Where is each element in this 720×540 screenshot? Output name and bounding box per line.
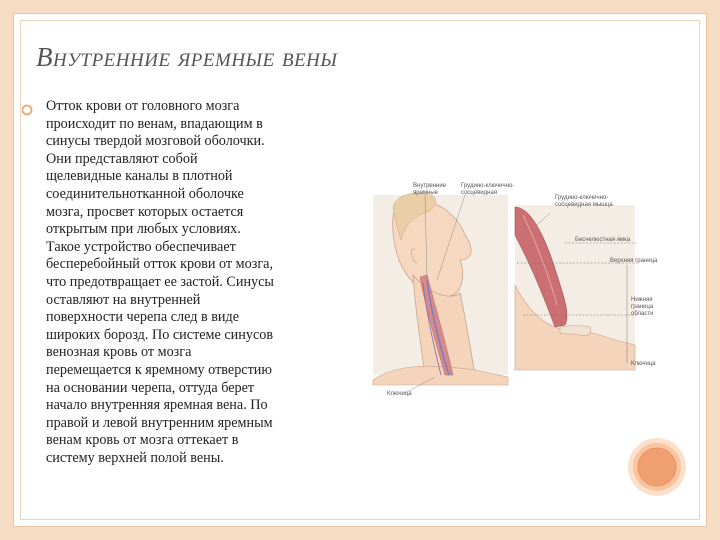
- slide-title: Внутренние яремные вены: [36, 42, 338, 72]
- body-line: систему верхней полой вены.: [46, 449, 224, 466]
- neck-anatomy-illustration: [365, 165, 670, 410]
- figure-label: Грудино-ключично- сосцевидная мышца: [555, 195, 613, 208]
- figure-label: Нижняя граница области: [631, 297, 654, 317]
- body-line: что предотвращает ее застой. Синусы: [46, 273, 274, 290]
- body-line: перемещается к яремному отверстию: [46, 361, 272, 378]
- body-line: происходит по венам, впадающим в: [46, 115, 263, 132]
- body-line: Они представляют собой: [46, 150, 198, 167]
- figure-label: Внутренние яремные: [413, 183, 447, 196]
- body-line: Отток крови от головного мозга: [46, 98, 240, 114]
- body-line: бесперебойный отток крови от мозга,: [46, 256, 273, 273]
- body-line: Такое устройство обеспечивает: [46, 238, 236, 255]
- body-line: начало внутренняя яремная вена. По: [46, 397, 268, 414]
- body-line: на основании черепа, оттуда берет: [46, 379, 255, 396]
- figure-label: Верхняя граница: [610, 258, 658, 264]
- body-line: венам кровь от мозга оттекает в: [46, 432, 239, 449]
- body-line: оставляют на внутренней: [46, 291, 201, 308]
- body-line: соединительнотканной оболочке: [46, 185, 244, 202]
- concentric-circle-decoration-icon: [626, 436, 688, 498]
- body-line: щелевидные каналы в плотной: [46, 168, 233, 185]
- body-line: правой и левой внутренним яремным: [46, 414, 273, 431]
- figure-label: Грудино-ключично- сосцевидная: [461, 183, 515, 196]
- open-circle-bullet-icon: [20, 103, 34, 117]
- body-line: венозная кровь от мозга: [46, 344, 192, 361]
- body-line: мозга, просвет которых остается: [46, 203, 244, 220]
- body-line: открытым при любых условиях.: [46, 221, 241, 238]
- body-text: [46, 98, 358, 467]
- figure-label: Ключица: [631, 361, 656, 367]
- figure-label: Бесчелюстная ямка: [575, 237, 631, 243]
- figure-label: Ключица: [387, 391, 412, 397]
- body-line: синусы твердой мозговой оболочки.: [46, 133, 265, 150]
- anatomy-figure: [365, 165, 670, 410]
- body-line: поверхности черепа след в виде: [46, 309, 240, 326]
- body-line: широких борозд. По системе синусов: [46, 326, 274, 343]
